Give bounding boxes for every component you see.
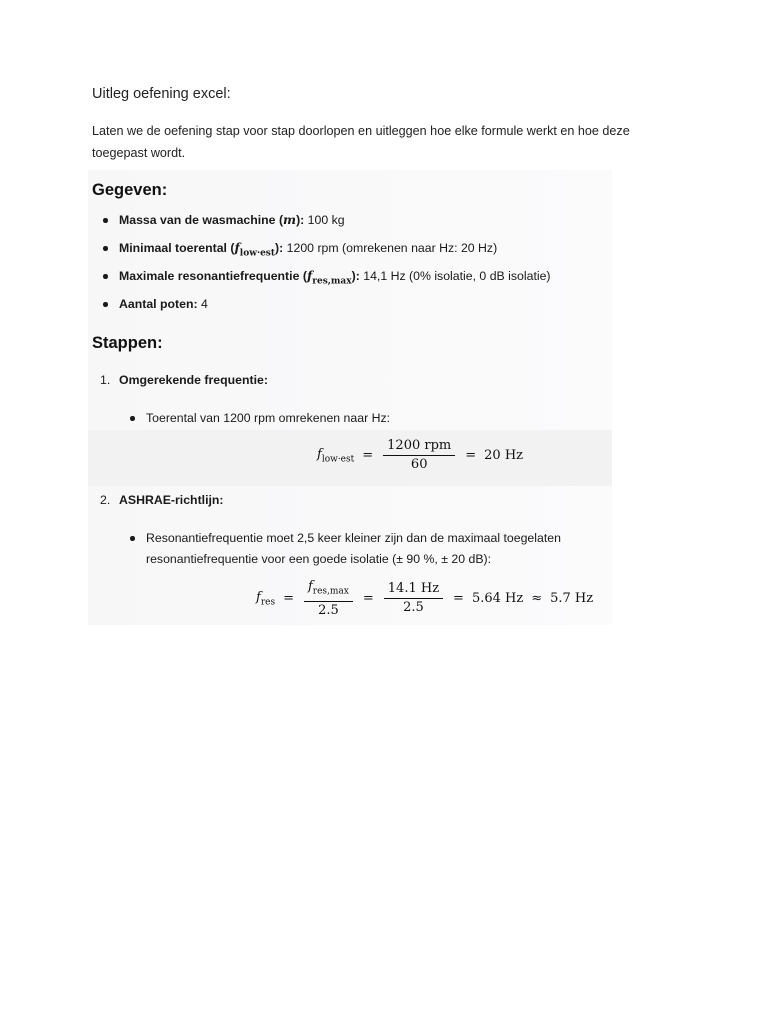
formula-result-rounded: 5.7 Hz — [550, 591, 594, 607]
formula-fraction: $\frac{14.1 Hz}{2.5}$ — [384, 580, 443, 617]
step-2 — [100, 493, 224, 507]
step-2-bullet: Resonantiefrequentie moet 2,5 keer kleiner zijn dan de maximaal toegelaten resonantiefrequentie voor een goede isolatie (± 90 %, ± 20 dB): — [128, 528, 596, 570]
math-symbol: $f_{low\cdot est}$ — [234, 240, 276, 259]
step-number: 2. — [100, 493, 111, 507]
step-number: 1. — [100, 373, 111, 387]
step-title: Omgerekende frequentie: — [119, 373, 268, 387]
formula-lhs: $f_{low\cdot est}$ — [317, 446, 355, 465]
given-value: 1200 rpm (omrekenen naar Hz: 20 Hz) — [283, 241, 498, 255]
given-value: 4 — [197, 297, 208, 311]
formula-frequency-conversion: $f_{low\cdot est}$ = $\frac{\text{1200 rpm}}{60}$ = 20 Hz — [317, 438, 524, 472]
formula-result: 20 Hz — [484, 448, 524, 463]
formula-fraction: $\frac{\text{1200 rpm}}{60}$ — [383, 437, 455, 474]
given-value: 100 kg — [304, 213, 345, 227]
step-1 — [100, 373, 268, 387]
steps-heading: Stappen: — [92, 334, 163, 352]
given-item-legs: Aantal poten: 4 — [100, 292, 551, 320]
given-item-min-speed: Minimaal toerental $(f_{low\cdot est})$: 1200 rpm (omrekenen naar Hz: 20 Hz) — [100, 236, 551, 264]
math-symbol: m — [283, 212, 297, 227]
step-1-bullet: Toerental van 1200 rpm omrekenen naar Hz: — [128, 408, 390, 429]
math-symbol: $f_{res,max}$ — [306, 268, 352, 287]
formula-lhs: $f_{res}$ — [256, 590, 276, 608]
given-item-max-resonance: Maximale resonantiefrequentie $(f_{res,max})$: 14,1 Hz (0% isolatie, 0 dB isolatie) — [100, 264, 551, 292]
formula-fraction: $\frac{f_{res,max}}{2.5}$ — [304, 578, 353, 620]
given-heading: Gegeven: — [92, 181, 168, 199]
given-list — [100, 208, 551, 320]
formula-ashrae: $f_{res}$ = $\frac{f_{res,max}}{2.5}$ = $\frac{14.1 Hz}{2.5}$ = 5.64 Hz ≈ 5.7 Hz — [256, 579, 594, 618]
given-value: 14,1 Hz (0% isolatie, 0 dB isolatie) — [359, 269, 551, 283]
step-title: ASHRAE-richtlijn: — [119, 493, 224, 507]
intro-paragraph: Laten we de oefening stap voor stap doorlopen en uitleggen hoe elke formule werkt en hoe deze toegepast wordt. — [92, 124, 630, 160]
formula-result: 5.64 Hz — [471, 591, 524, 607]
given-item-mass: Massa van de wasmachine (m): 100 kg — [100, 208, 551, 236]
document-title: Uitleg oefening excel: — [92, 86, 231, 102]
